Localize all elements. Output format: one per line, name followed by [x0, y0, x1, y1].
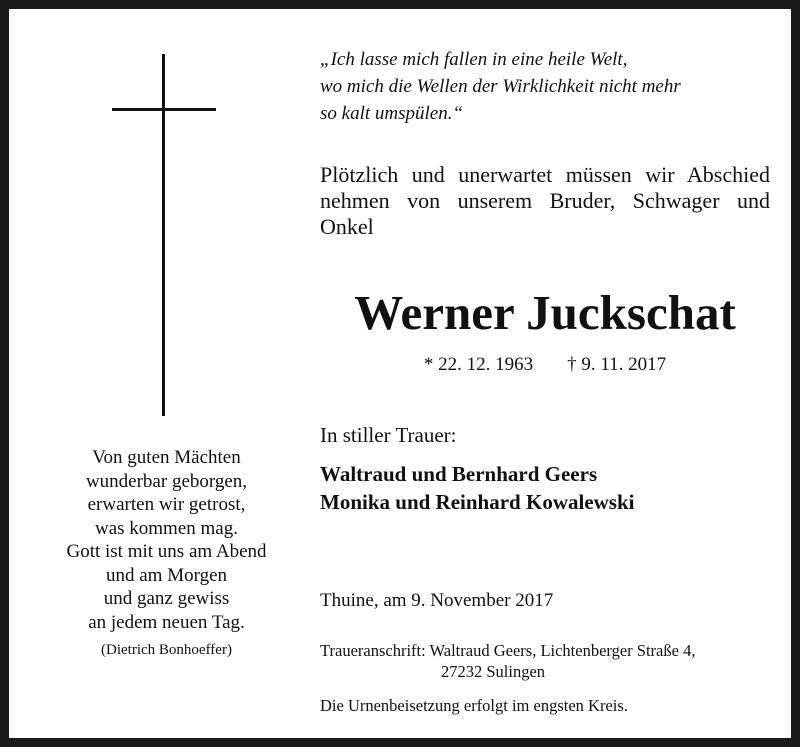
poem-line: und am Morgen [105, 564, 228, 586]
mourning-heading: In stiller Trauer: [320, 423, 457, 447]
mourning-address [320, 640, 695, 682]
deceased-name: Werner Juckschat [354, 285, 736, 340]
intro-text [320, 162, 770, 240]
cross-horizontal-bar [112, 108, 216, 111]
poem-line: Gott ist mit uns am Abend [66, 541, 267, 562]
address-line: Traueranschrift: Waltraud Geers, Lichtenberger Straße 4, [320, 641, 696, 660]
burial-note: Die Urnenbeisetzung erfolgt im engsten Kreis. [320, 696, 628, 715]
place-and-date: Thuine, am 9. November 2017 [320, 590, 554, 611]
quote-line: wo mich die Wellen der Wirklichkeit nicht mehr [320, 76, 681, 97]
poem-line: an jedem neuen Tag. [88, 611, 245, 633]
mourner-family: Monika und Reinhard Kowalewski [320, 490, 635, 514]
intro-line: nehmen von unserem Bruder, Schwager und [320, 188, 770, 213]
mourner-families [320, 460, 635, 516]
poem-line: was kommen mag. [94, 517, 238, 539]
poem [34, 446, 299, 634]
poem-author: (Dietrich Bonhoeffer) [101, 642, 232, 658]
quote [320, 46, 681, 127]
quote-line: so kalt umspülen.“ [320, 103, 464, 124]
mourner-family: Waltraud und Bernhard Geers [320, 462, 598, 486]
poem-line: wunderbar geborgen, [85, 470, 248, 492]
birth-date: * 22. 12. 1963 [423, 354, 534, 375]
intro-line: Plötzlich und unerwartet müssen wir Abschied [320, 162, 770, 187]
intro-line: Onkel [320, 214, 374, 239]
address-line: 27232 Sulingen [441, 662, 546, 681]
poem-line: Von guten Mächten [92, 447, 241, 468]
life-dates [320, 354, 770, 376]
poem-line: erwarten wir getrost, [87, 494, 246, 515]
poem-line: und ganz gewiss [103, 588, 230, 609]
death-date: † 9. 11. 2017 [567, 354, 667, 375]
quote-line: „Ich lasse mich fallen in eine heile Welt, [320, 49, 628, 70]
